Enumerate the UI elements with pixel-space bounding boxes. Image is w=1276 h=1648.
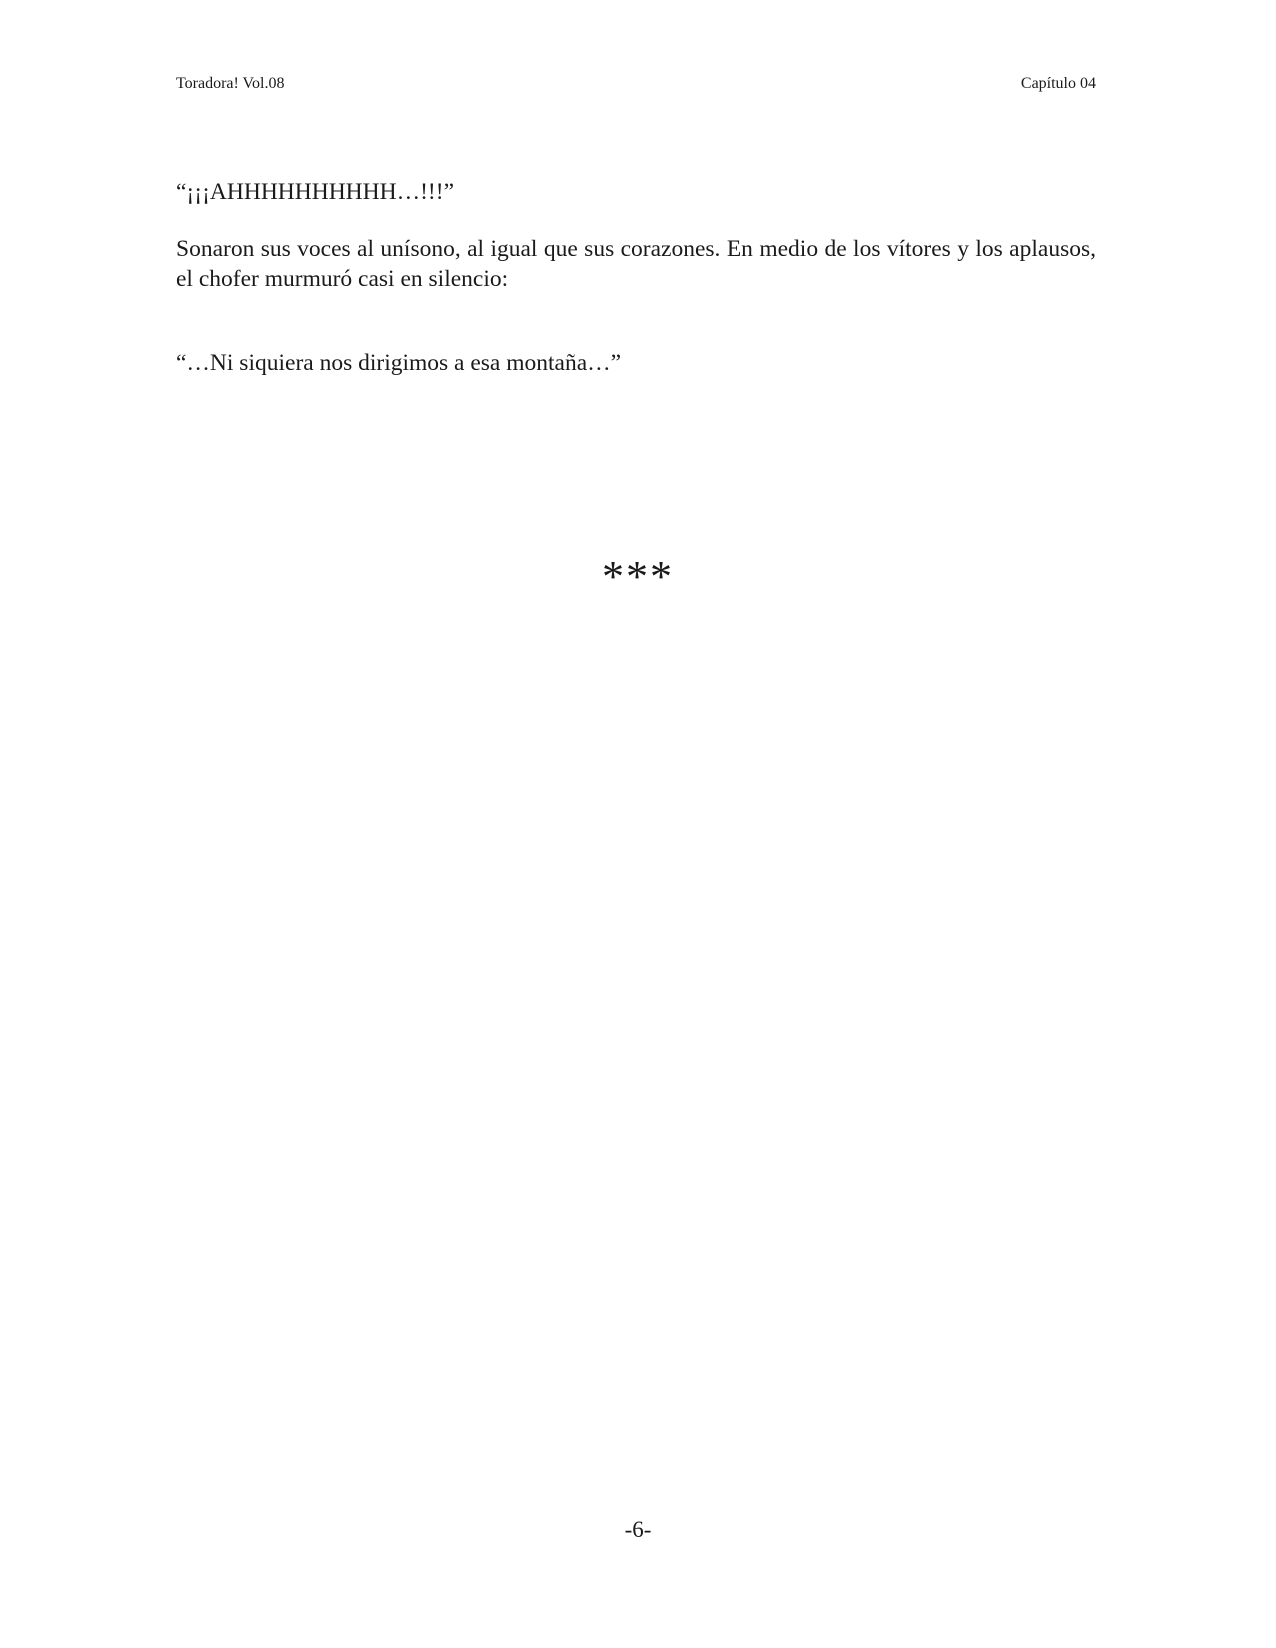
header-book-title: Toradora! Vol.08 [176,75,285,92]
header-chapter: Capítulo 04 [1020,75,1096,92]
paragraph-shout: “¡¡¡AHHHHHHHHHH…!!!” [176,179,454,205]
paragraph-driver-murmur: “…Ni siquiera nos dirigimos a esa montaña…” [176,350,622,376]
paragraph-narration: Sonaron sus voces al unísono, al igual que sus corazones. En medio de los vítores y los aplausos, el chofer murmuró casi en silencio: [176,236,1096,292]
page-header [176,74,1096,94]
scene-break-asterisks: *** [602,552,674,601]
page-number: -6- [624,1517,652,1542]
